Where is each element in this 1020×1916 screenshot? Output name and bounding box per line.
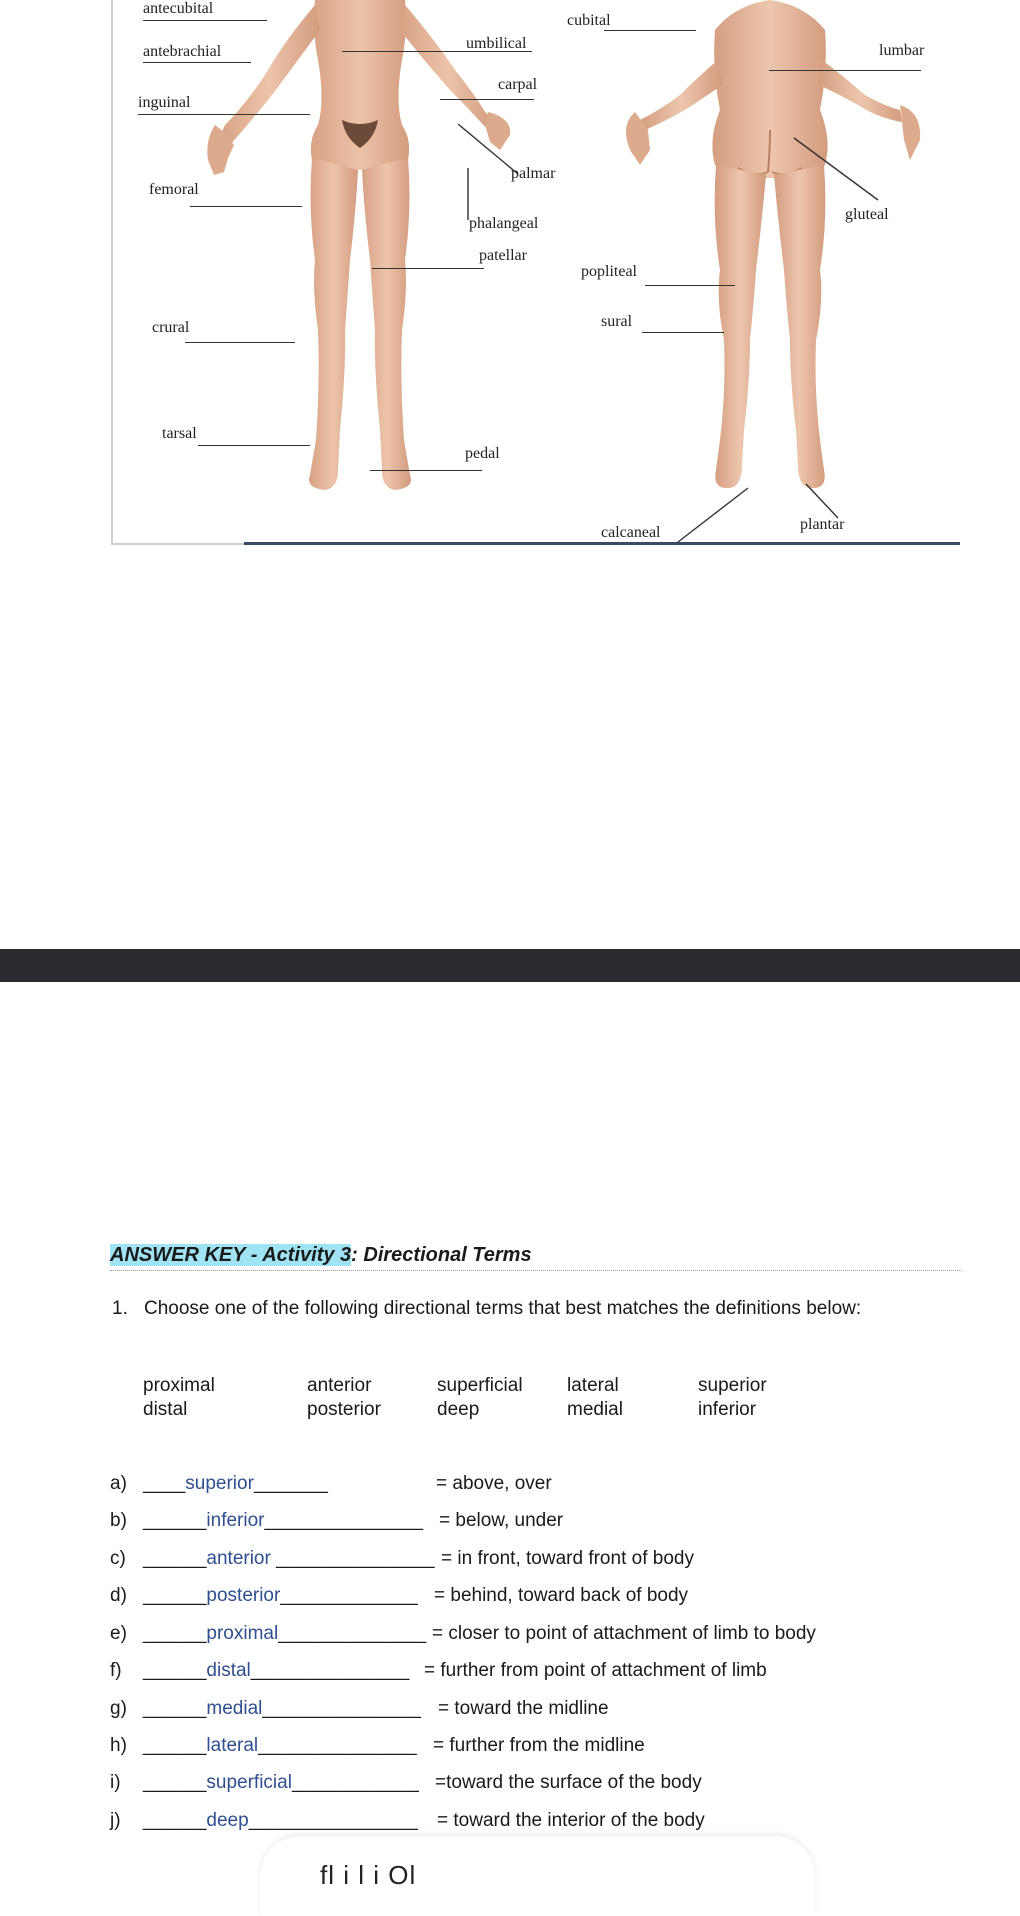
anterior-body-illustration — [190, 0, 520, 500]
term-column — [437, 1374, 523, 1422]
answer-definition: = further from the midline — [433, 1735, 645, 1756]
blank-post: _____________ — [280, 1585, 418, 1606]
blank-pre: ______ — [143, 1698, 207, 1719]
answer-term: distal — [206, 1660, 251, 1681]
leader-lines-foot — [670, 480, 870, 550]
answer-letter: c) — [110, 1548, 126, 1569]
leader-line-gluteal — [790, 130, 890, 210]
label-lumbar: lumbar — [879, 42, 925, 59]
label-inguinal: inguinal — [138, 94, 191, 111]
page-separator — [0, 949, 1020, 982]
term: superior — [698, 1375, 767, 1396]
term: distal — [143, 1399, 188, 1420]
term-column — [143, 1374, 215, 1422]
label-cubital: cubital — [567, 12, 611, 29]
label-tarsal: tarsal — [162, 425, 197, 442]
answer-term: deep — [206, 1810, 249, 1831]
answer-blank — [143, 1810, 418, 1832]
label-calcaneal: calcaneal — [601, 524, 661, 541]
answer-letter: i) — [110, 1772, 121, 1793]
answer-letter: j) — [110, 1810, 121, 1831]
answer-row — [110, 1772, 990, 1800]
blank-pre: ____ — [143, 1473, 186, 1494]
answer-definition: = toward the interior of the body — [437, 1810, 705, 1831]
answer-definition: = closer to point of attachment of limb to body — [432, 1623, 816, 1644]
answer-row — [110, 1735, 990, 1763]
answer-row — [110, 1660, 990, 1688]
answer-definition: = in front, toward front of body — [441, 1548, 694, 1569]
label-palmar: palmar — [511, 165, 556, 182]
answer-term: posterior — [206, 1585, 281, 1606]
blank-post: _______________ — [264, 1510, 423, 1531]
term: posterior — [307, 1399, 381, 1420]
anatomy-figure — [0, 0, 1020, 560]
answer-term: superficial — [206, 1772, 292, 1793]
answer-definition: = above, over — [436, 1473, 552, 1494]
label-plantar: plantar — [800, 516, 845, 533]
label-popliteal: popliteal — [581, 263, 637, 280]
answer-blank — [143, 1473, 328, 1495]
blank-post: ____________ — [291, 1772, 419, 1793]
answer-blank — [143, 1623, 426, 1645]
answer-row — [110, 1623, 990, 1651]
blank-post: ______________ — [278, 1623, 427, 1644]
leader-line — [604, 30, 696, 31]
term: inferior — [698, 1399, 757, 1420]
figure-frame-left — [111, 0, 113, 545]
blank-post: _______ — [253, 1473, 328, 1494]
answer-blank — [143, 1698, 421, 1720]
leader-line — [769, 70, 921, 71]
answer-letter: e) — [110, 1623, 127, 1644]
answer-blank — [143, 1772, 419, 1794]
term: medial — [567, 1399, 623, 1420]
answer-term: anterior — [206, 1548, 271, 1569]
blank-post: _______________ — [258, 1735, 417, 1756]
answer-definition: = toward the midline — [438, 1698, 609, 1719]
posterior-body-illustration — [620, 0, 940, 500]
leader-line — [143, 20, 267, 21]
answer-term: proximal — [206, 1623, 279, 1644]
answer-term: superior — [185, 1473, 254, 1494]
bottom-partial-text: fl i l i Ol — [320, 1860, 417, 1890]
answer-term: medial — [206, 1698, 263, 1719]
answer-blank — [143, 1735, 417, 1757]
answer-key-heading — [110, 1244, 532, 1267]
leader-line — [198, 445, 310, 446]
blank-pre: ______ — [143, 1810, 207, 1831]
term: superficial — [437, 1375, 523, 1396]
blank-pre: ______ — [143, 1548, 207, 1569]
answer-letter: g) — [110, 1698, 127, 1719]
label-antebrachial: antebrachial — [143, 43, 222, 60]
leader-line — [138, 114, 310, 115]
blank-pre: ______ — [143, 1510, 207, 1531]
leader-line — [440, 99, 534, 100]
answer-blank — [143, 1660, 409, 1682]
term-column — [307, 1374, 381, 1422]
blank-post: ________________ — [248, 1810, 418, 1831]
answer-term: lateral — [206, 1735, 259, 1756]
heading-highlight: ANSWER KEY - Activity 3 — [110, 1244, 352, 1266]
answer-row — [110, 1585, 990, 1613]
blank-pre: ______ — [143, 1772, 207, 1793]
answer-blank — [143, 1585, 418, 1607]
answer-row — [110, 1473, 990, 1501]
label-crural: crural — [152, 319, 190, 336]
answer-definition: = behind, toward back of body — [434, 1585, 689, 1606]
answer-row — [110, 1698, 990, 1726]
label-umbilical: umbilical — [466, 35, 527, 52]
question-text: Choose one of the following directional terms that best matches the definitions below: — [144, 1298, 862, 1319]
label-antecubital: antecubital — [143, 0, 214, 17]
leader-line — [370, 470, 482, 471]
answer-definition: = below, under — [439, 1510, 564, 1531]
answer-letter: d) — [110, 1585, 127, 1606]
answer-definition: =toward the surface of the body — [435, 1772, 702, 1793]
answer-row — [110, 1810, 990, 1838]
label-gluteal: gluteal — [845, 206, 889, 223]
leader-line — [143, 62, 251, 63]
blank-pre: ______ — [143, 1735, 207, 1756]
blank-post: _______________ — [250, 1660, 410, 1681]
leader-line — [645, 285, 735, 286]
answer-blank — [143, 1510, 423, 1532]
label-pedal: pedal — [465, 445, 500, 462]
term: lateral — [567, 1375, 619, 1396]
leader-line — [185, 342, 295, 343]
term-column — [567, 1374, 623, 1422]
answer-definition: = further from point of attachment of limb — [424, 1660, 767, 1681]
answer-letter: h) — [110, 1735, 127, 1756]
leader-line — [372, 268, 484, 269]
term: anterior — [307, 1375, 372, 1396]
blank-post: _______________ — [270, 1548, 435, 1569]
answer-letter: f) — [110, 1660, 122, 1681]
blank-pre: ______ — [143, 1660, 207, 1681]
blank-pre: ______ — [143, 1585, 207, 1606]
answer-row — [110, 1548, 990, 1576]
leader-line — [642, 332, 724, 333]
answer-row — [110, 1510, 990, 1538]
label-sural: sural — [601, 313, 633, 330]
term: deep — [437, 1399, 480, 1420]
leader-line — [190, 206, 302, 207]
heading-rule — [110, 1270, 962, 1271]
blank-pre: ______ — [143, 1623, 207, 1644]
blank-post: _______________ — [262, 1698, 421, 1719]
answer-letter: b) — [110, 1510, 127, 1531]
term-column — [698, 1374, 767, 1422]
answer-term: inferior — [206, 1510, 265, 1531]
label-femoral: femoral — [149, 181, 199, 198]
figure-frame-bottom-left — [111, 543, 244, 545]
label-patellar: patellar — [479, 247, 527, 264]
heading-rest: : Directional Terms — [351, 1244, 532, 1266]
label-phalangeal: phalangeal — [469, 215, 539, 232]
answer-blank — [143, 1548, 435, 1570]
question-number: 1. — [112, 1298, 128, 1319]
answer-letter: a) — [110, 1473, 127, 1494]
term: proximal — [143, 1375, 215, 1396]
label-carpal: carpal — [498, 76, 538, 93]
